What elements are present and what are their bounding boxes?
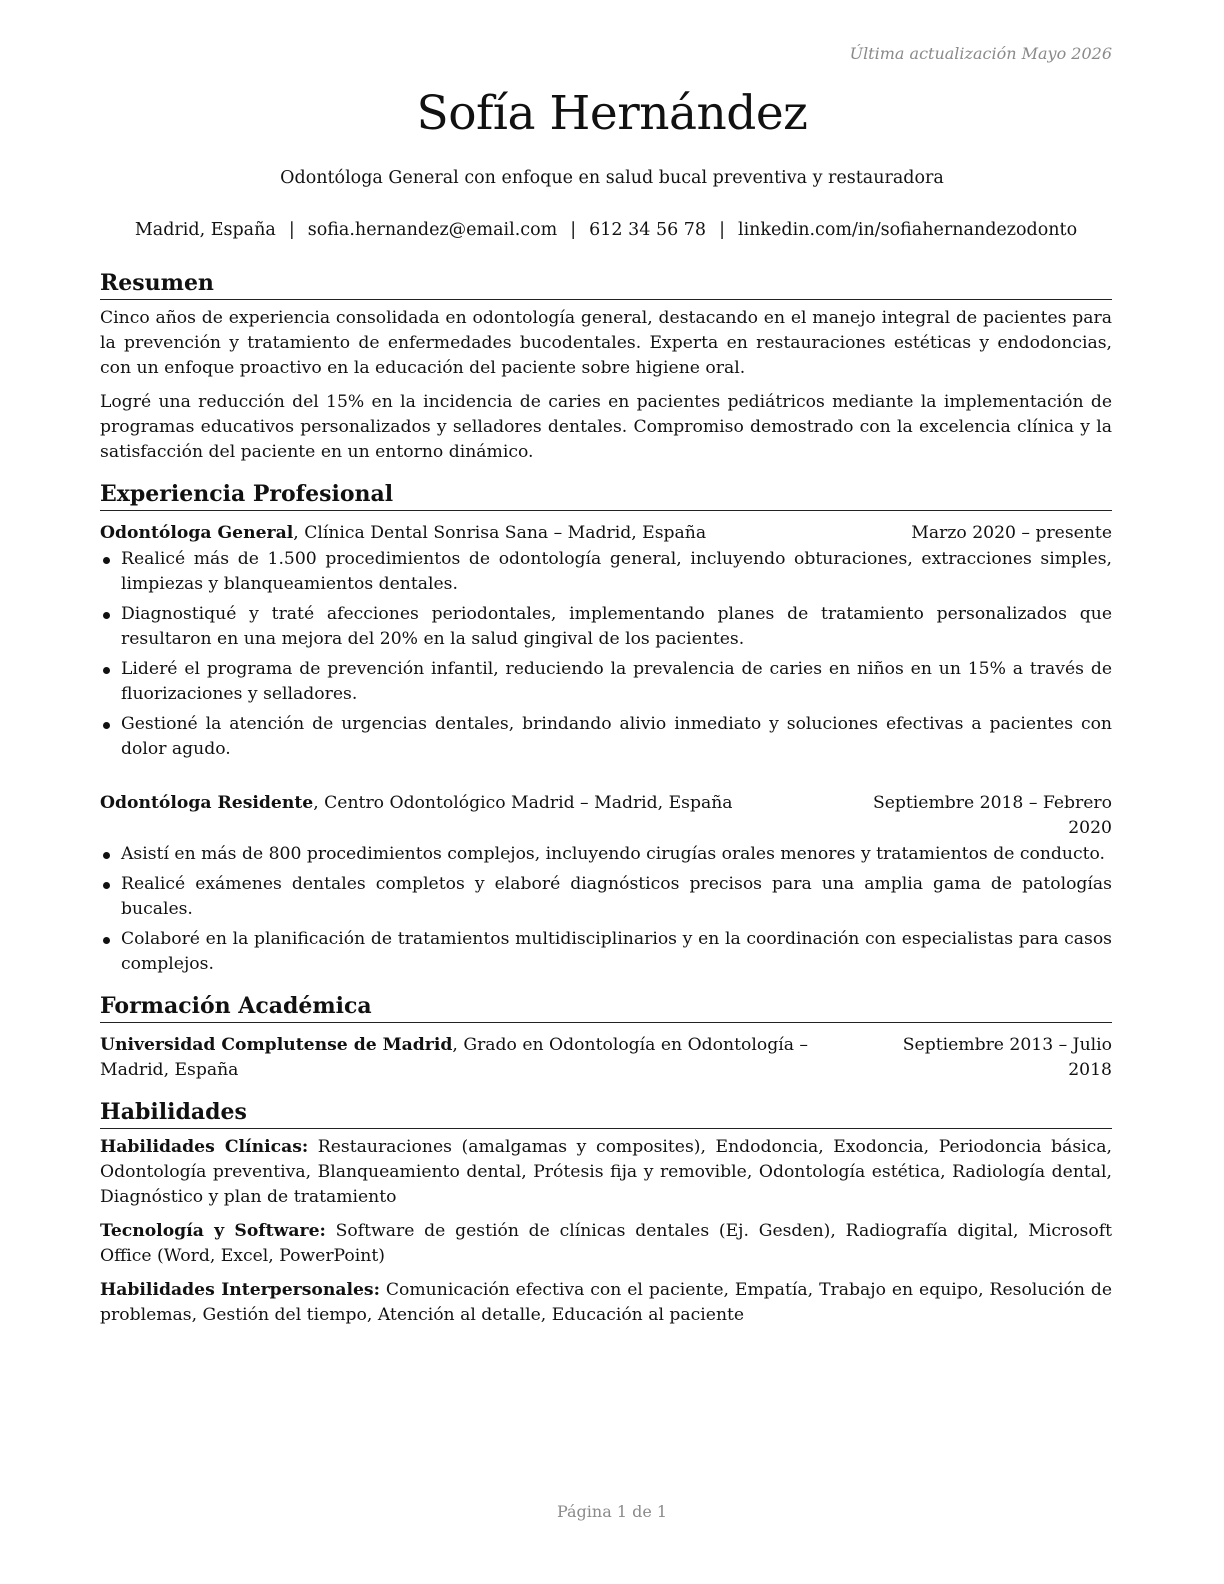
contact-separator: | (570, 220, 577, 240)
bullet-icon (103, 852, 110, 859)
section-title: Experiencia Profesional (100, 479, 1112, 511)
job-dates: Septiembre 2018 – Febrero 2020 (872, 793, 1112, 838)
skill-text: Restauraciones (amalgamas y composites), Endodoncia, Exodoncia, Periodoncia básica, Odontología preventiva, Blanqueamiento dental, Prótesis fija y removible, Odontología estética, Radiología dental, Diagnóstico y plan de tratamiento (100, 1137, 1112, 1207)
skill-label: Habilidades Clínicas: (100, 1137, 309, 1157)
last-updated: Última actualización Mayo 2026 (849, 44, 1112, 63)
bullet-text: Diagnostiqué y traté afecciones periodontales, implementando planes de tratamiento personalizados que resultaron en una mejora del 20% en la salud gingival de los pacientes. (121, 604, 1112, 649)
bullet-text: Asistí en más de 800 procedimientos complejos, incluyendo cirugías orales menores y tratamientos de conducto. (121, 844, 1106, 864)
skill-text: Comunicación efectiva con el paciente, Empatía, Trabajo en equipo, Resolución de problemas, Gestión del tiempo, Atención al detalle, Educación al paciente (100, 1280, 1112, 1325)
list-item (100, 872, 1112, 922)
summary-paragraph: Cinco años de experiencia consolidada en odontología general, destacando en el manejo integral de pacientes para la prevención y tratamiento de enfermedades bucodentales. Experta en restauraciones estéticas y endodoncias, con un enfoque proactivo en la educación del paciente sobre higiene oral. (100, 308, 1112, 378)
bullet-icon (103, 722, 110, 729)
skill-text: Software de gestión de clínicas dentales (Ej. Gesden), Radiografía digital, Microsoft Office (Word, Excel, PowerPoint) (100, 1221, 1112, 1266)
bullet-icon (103, 882, 110, 889)
job-organization: , Clínica Dental Sonrisa Sana – Madrid, España (293, 523, 707, 543)
job-header (100, 521, 1112, 546)
job-role: Odontóloga Residente (100, 793, 314, 813)
contact-linkedin[interactable]: linkedin.com/in/sofiahernandezodonto (737, 220, 1078, 240)
job-bullets (100, 842, 1112, 977)
skill-label: Habilidades Interpersonales: (100, 1280, 380, 1300)
section-title: Habilidades (100, 1097, 1112, 1129)
page-number: Página 1 de 1 (556, 1502, 668, 1521)
summary-section (100, 268, 1112, 465)
list-item (100, 842, 1112, 867)
contact-separator: | (719, 220, 725, 240)
candidate-name: Sofía Hernández (416, 86, 808, 141)
bullet-icon (103, 557, 110, 564)
education-details: , Grado en Odontología en Odontología – Madrid, España (100, 1035, 808, 1080)
list-item (100, 602, 1112, 652)
job-bullets (100, 547, 1112, 762)
education-institution: Universidad Complutense de Madrid (100, 1035, 453, 1055)
bullet-text: Gestioné la atención de urgencias dentales, brindando alivio inmediato y soluciones efectivas a pacientes con dolor agudo. (121, 714, 1112, 759)
job-organization: , Centro Odontológico Madrid – Madrid, España (313, 793, 733, 813)
bullet-text: Lideré el programa de prevención infantil, reduciendo la prevalencia de caries en niños en un 15% a través de fluorizaciones y selladores. (121, 659, 1112, 704)
summary-paragraph: Logré una reducción del 15% en la incidencia de caries en pacientes pediátricos mediante la implementación de programas educativos personalizados y selladores dentales. Compromiso demostrado con la excelencia clínica y la satisfacción del paciente en un entorno dinámico. (100, 392, 1112, 462)
job-role: Odontóloga General (100, 523, 294, 543)
list-item (100, 927, 1112, 977)
section-title: Resumen (100, 268, 1112, 300)
experience-section (100, 479, 1112, 977)
list-item (100, 547, 1112, 597)
bullet-text: Colaboré en la planificación de tratamientos multidisciplinarios y en la coordinación con especialistas para casos complejos. (121, 929, 1112, 974)
section-title: Formación Académica (100, 991, 1112, 1023)
skill-group (100, 1219, 1112, 1269)
skill-label: Tecnología y Software: (100, 1221, 326, 1241)
bullet-text: Realicé más de 1.500 procedimientos de odontología general, incluyendo obturaciones, extracciones simples, limpiezas y blanqueamientos dentales. (121, 549, 1112, 594)
contact-location: Madrid, España (134, 220, 276, 240)
job-dates: Marzo 2020 – presente (911, 523, 1112, 543)
bullet-icon (103, 612, 110, 619)
bullet-text: Realicé exámenes dentales completos y elaboré diagnósticos precisos para una amplia gama de patologías bucales. (121, 874, 1112, 919)
bullet-icon (103, 937, 110, 944)
resume-content (100, 268, 1112, 1342)
education-item (100, 1033, 1112, 1083)
job-header (100, 791, 1112, 841)
skill-group (100, 1135, 1112, 1210)
skills-section (100, 1097, 1112, 1328)
bullet-icon (103, 667, 110, 674)
education-dates: Septiembre 2013 – Julio 2018 (902, 1035, 1112, 1080)
tagline: Odontóloga General con enfoque en salud bucal preventiva y restauradora (280, 168, 944, 188)
skill-group (100, 1278, 1112, 1328)
list-item (100, 712, 1112, 762)
contact-email[interactable]: sofia.hernandez@email.com (307, 220, 558, 240)
contact-separator: | (288, 220, 295, 240)
education-section (100, 991, 1112, 1083)
contact-phone: 612 34 56 78 (589, 220, 707, 240)
list-item (100, 657, 1112, 707)
contact-line (100, 220, 1112, 240)
